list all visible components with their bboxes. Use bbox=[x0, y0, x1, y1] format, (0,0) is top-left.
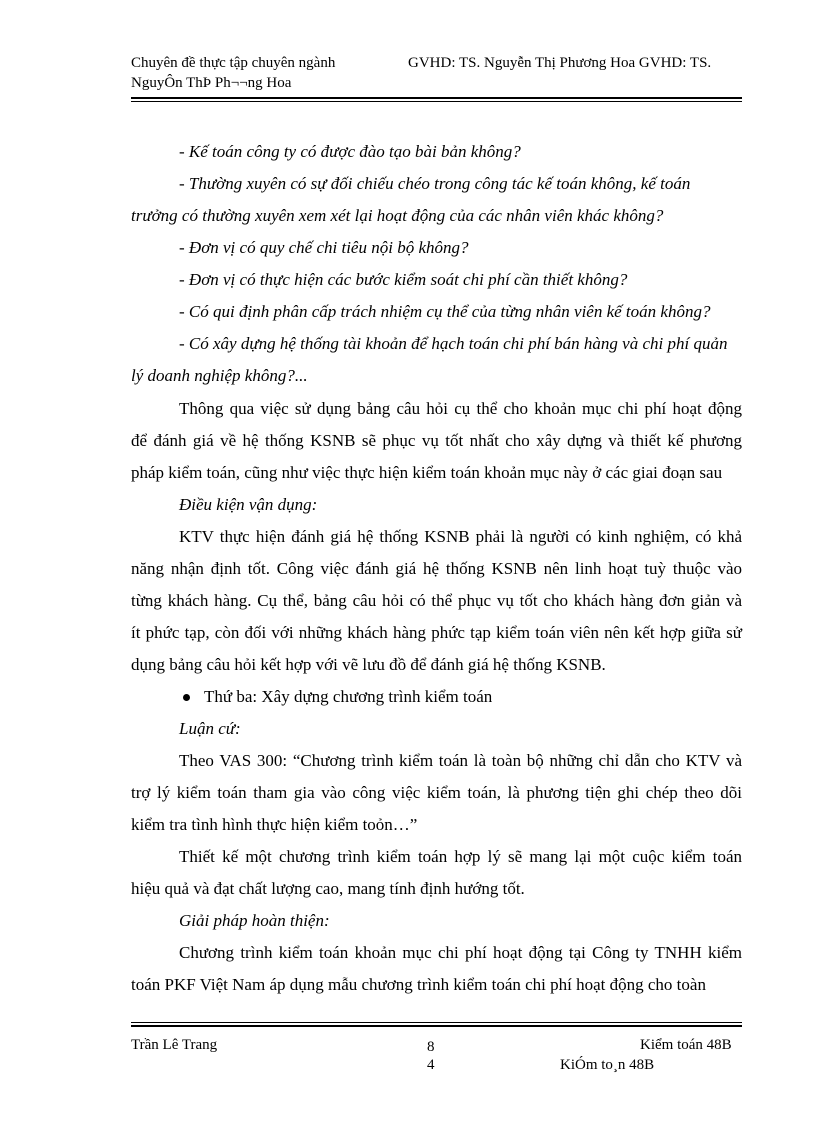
paragraph-line: Chương trình kiểm toán khoản mục chi phí hoạt động tại Công ty TNHH kiểm bbox=[179, 943, 742, 962]
paragraph-line: trợ lý kiểm toán tham gia vào công việc kiểm toán, là phương tiện ghi chép theo dõi bbox=[131, 783, 742, 802]
bullet-heading: Thứ ba: Xây dựng chương trình kiểm toán bbox=[204, 687, 493, 706]
footer-course: Kiểm toán 48B bbox=[640, 1037, 732, 1053]
question-line: - Kế toán công ty có được đào tạo bài bản không? bbox=[179, 142, 521, 161]
header-right: GVHD: TS. Nguyễn Thị Phương Hoa GVHD: TS. bbox=[408, 55, 712, 71]
paragraph-line: pháp kiểm toán, cũng như việc thực hiện kiểm toán khoản mục này ở các giai đoạn sau bbox=[131, 463, 723, 482]
footer-rule-thin bbox=[131, 1022, 742, 1023]
paragraph-line: để đánh giá về hệ thống KSNB sẽ phục vụ tốt nhất cho xây dựng và thiết kế phương bbox=[131, 431, 742, 450]
paragraph-line: Thiết kế một chương trình kiểm toán hợp lý sẽ mang lại một cuộc kiểm toán bbox=[179, 847, 742, 866]
footer-rule-thick bbox=[131, 1025, 742, 1027]
paragraph-line: từng khách hàng. Cụ thể, bảng câu hỏi có thể phục vụ tốt cho khách hàng đơn giản và bbox=[131, 591, 742, 610]
footer-page-number: 8 bbox=[427, 1039, 435, 1055]
paragraph-line: dụng bảng câu hỏi kết hợp với vẽ lưu đồ để đánh giá hệ thống KSNB. bbox=[131, 655, 606, 674]
paragraph-line: kiểm tra tình hình thực hiện kiểm toỏn…” bbox=[131, 815, 418, 834]
bullet-icon bbox=[183, 694, 190, 701]
footer-author: Trần Lê Trang bbox=[131, 1037, 218, 1053]
paragraph-line: năng nhận định tốt. Công việc đánh giá hệ thống KSNB nên linh hoạt tuỳ thuộc vào bbox=[131, 559, 742, 578]
header-left-line1: Chuyên đề thực tập chuyên ngành bbox=[131, 55, 336, 71]
question-line: - Đơn vị có quy chế chi tiêu nội bộ không? bbox=[179, 238, 469, 257]
paragraph-line: Thông qua việc sử dụng bảng câu hỏi cụ thể cho khoản mục chi phí hoạt động bbox=[179, 399, 742, 418]
question-line: - Có qui định phân cấp trách nhiệm cụ thể của từng nhân viên kế toán không? bbox=[179, 302, 711, 321]
subheading: Điều kiện vận dụng: bbox=[179, 495, 318, 514]
footer-course-duplicate: KiÓm to¸n 48B bbox=[560, 1057, 655, 1073]
footer-page-number-duplicate: 4 bbox=[427, 1057, 435, 1073]
header-rule-thin bbox=[131, 101, 742, 102]
header-left-line2: NguyÔn ThÞ Ph¬¬ng Hoa bbox=[131, 75, 292, 91]
paragraph-line: hiệu quả và đạt chất lượng cao, mang tính định hướng tốt. bbox=[131, 879, 525, 898]
paragraph-line: KTV thực hiện đánh giá hệ thống KSNB phải là người có kinh nghiệm, có khả bbox=[179, 527, 742, 546]
header-rule-thick bbox=[131, 97, 742, 99]
subheading: Giải pháp hoàn thiện: bbox=[179, 911, 330, 930]
subheading: Luận cứ: bbox=[179, 719, 241, 738]
question-line: lý doanh nghiệp không?... bbox=[131, 366, 308, 385]
question-line: trưởng có thường xuyên xem xét lại hoạt động của các nhân viên khác không? bbox=[131, 206, 664, 225]
question-line: - Đơn vị có thực hiện các bước kiểm soát chi phí cần thiết không? bbox=[179, 270, 628, 289]
question-line: - Thường xuyên có sự đối chiếu chéo trong công tác kế toán không, kế toán bbox=[179, 174, 691, 193]
paragraph-line: toán PKF Việt Nam áp dụng mẫu chương trình kiểm toán chi phí hoạt động cho toàn bbox=[131, 975, 706, 994]
question-line: - Có xây dựng hệ thống tài khoản để hạch toán chi phí bán hàng và chi phí quản bbox=[179, 334, 728, 353]
paragraph-line: ít phức tạp, còn đối với những khách hàng phức tạp kiểm toán viên nên kết hợp giữa sử bbox=[131, 623, 742, 642]
paragraph-line: Theo VAS 300: “Chương trình kiểm toán là toàn bộ những chỉ dẫn cho KTV và bbox=[179, 751, 742, 770]
